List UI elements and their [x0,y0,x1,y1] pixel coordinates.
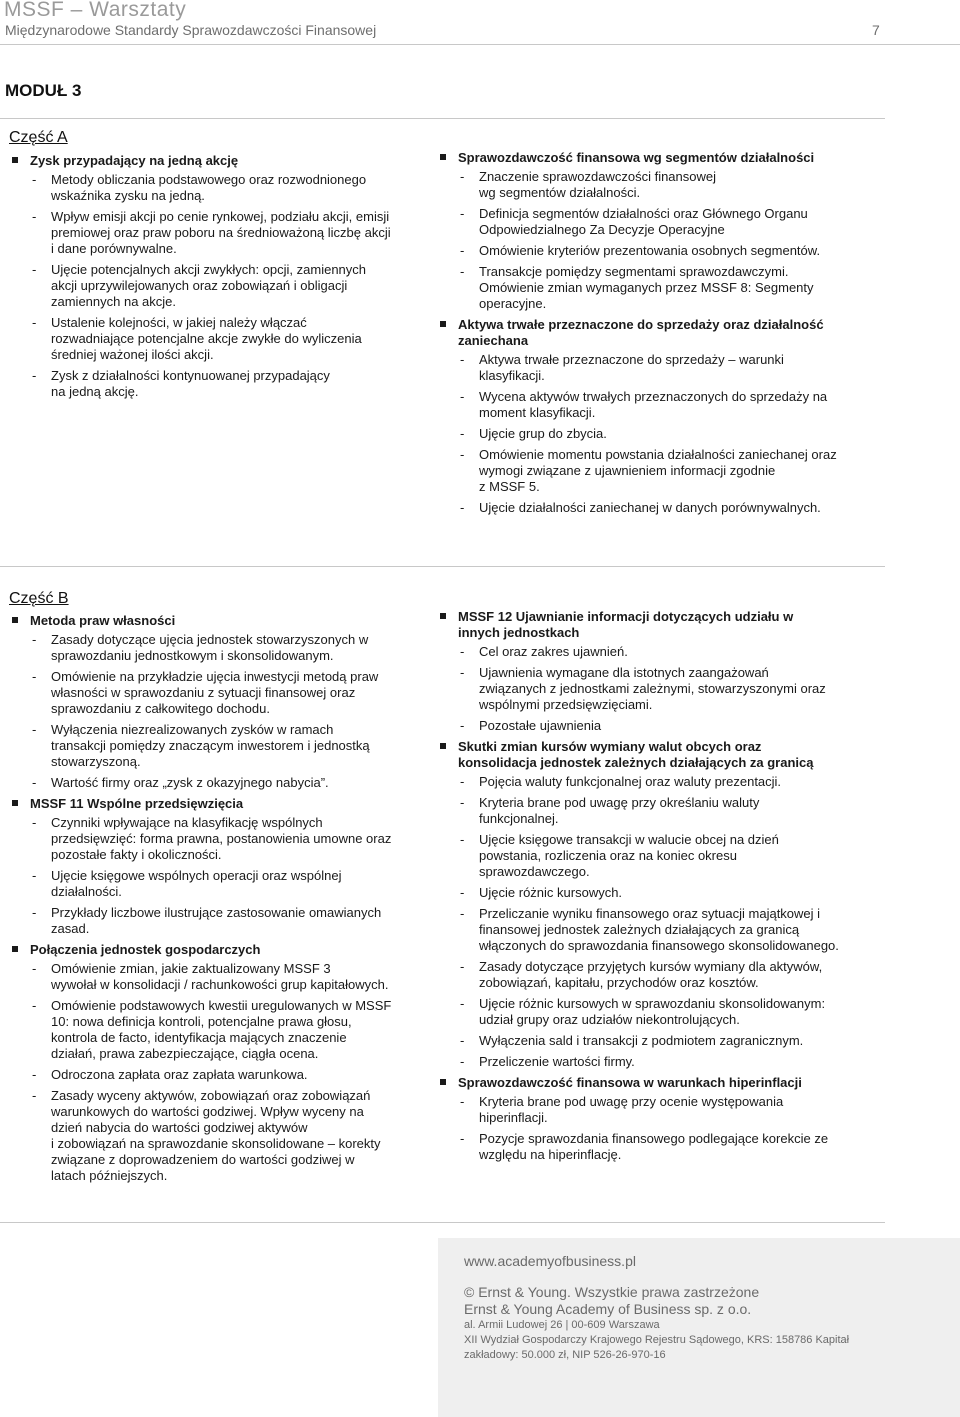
footer-registry: XII Wydział Gospodarczy Krajowego Rejestru Sądowego, KRS: 158786 Kapitał [464,1334,850,1346]
section-item-list [10,632,430,791]
list-item [438,832,888,880]
list-item-text: Zasady wyceny aktywów, zobowiązań oraz zobowiązań warunkowych do wartości godziwej. Wpływ wyceny na dzień nabycia do wartości godziwej aktywów i zobowiązań na sprawozdanie skonsolidowane – korekty związane z doprowadzeniem do wartości godziwej w latach późniejszych. [51,1088,381,1183]
dash-bullet-icon: - [460,352,465,367]
dash-bullet-icon: - [32,1088,37,1103]
list-item [10,998,430,1062]
list-item-text: Ujęcie różnic kursowych. [479,885,623,900]
list-item-text: Znaczenie sprawozdawczości finansowej wg segmentów działalności. [479,169,717,200]
list-item [438,389,890,421]
list-item [438,795,888,827]
list-item [438,169,890,201]
square-bullet-icon [440,743,446,749]
list-item-text: Ujęcie grup do zbycia. [479,426,607,441]
part-b-left-section [10,942,430,958]
footer-address: al. Armii Ludowej 26 | 00-609 Warszawa [464,1319,660,1331]
part-a-right-section [438,317,890,349]
list-item-text: Omówienie kryteriów prezentowania osobnych segmentów. [479,243,821,258]
dash-bullet-icon: - [460,1094,465,1109]
list-item [10,815,430,863]
list-item [438,264,890,312]
part-b-right-section [438,739,888,771]
list-item-text: Ujęcie działalności zaniechanej w danych porównywalnych. [479,500,821,515]
list-item [10,1067,430,1083]
section-item-list [10,815,430,937]
section-title: Sprawozdawczość finansowa wg segmentów działalności [458,150,815,165]
list-item-text: Odroczona zapłata oraz zapłata warunkowa. [51,1067,308,1082]
list-item [438,426,890,442]
section-item-list [438,169,890,312]
footer [464,1252,944,1363]
footer-url[interactable]: www.academyofbusiness.pl [464,1253,636,1269]
dash-bullet-icon: - [32,262,37,277]
dash-bullet-icon: - [32,172,37,187]
section-item-list [438,352,890,516]
list-item-text: Zasady dotyczące ujęcia jednostek stowarzyszonych w sprawozdaniu jednostkowym i skonsolidowanym. [51,632,369,663]
list-item-text: Aktywa trwałe przeznaczone do sprzedaży – warunki klasyfikacji. [479,352,784,383]
part-b-left-section [10,796,430,812]
dash-bullet-icon: - [460,169,465,184]
list-item-text: Czynniki wpływające na klasyfikację wspólnych przedsięwzięć: forma prawna, postanowienia umowne oraz pozostałe fakty i okoliczności. [51,815,392,862]
list-item-text: Przykłady liczbowe ilustrujące zastosowanie omawianych zasad. [51,905,382,936]
dash-bullet-icon: - [460,447,465,462]
dash-bullet-icon: - [460,206,465,221]
part-b-left-column [10,613,430,1189]
section-item-list [10,961,430,1184]
list-item-text: Ustalenie kolejności, w jakiej należy włączać rozwadniające potencjalne akcje zwykłe do wyliczenia średniej ważonej ilości akcji. [51,315,362,362]
dash-bullet-icon: - [32,1067,37,1082]
list-item [10,868,430,900]
dash-bullet-icon: - [32,632,37,647]
list-item [10,669,430,717]
list-item-text: Ujęcie księgowe wspólnych operacji oraz wspólnej działalności. [51,868,342,899]
page-number: 7 [872,22,880,38]
list-item [438,665,888,713]
part-b-right-column [438,609,888,1168]
list-item [438,959,888,991]
section-title: MSSF 12 Ujawnianie informacji dotyczących udziału w innych jednostkach [458,609,794,640]
square-bullet-icon [440,154,446,160]
list-item-text: Wyłączenia sald i transakcji z podmiotem zagranicznym. [479,1033,804,1048]
dash-bullet-icon: - [460,774,465,789]
dash-bullet-icon: - [32,775,37,790]
section-title: Skutki zmian kursów wymiany walut obcych oraz konsolidacja jednostek zależnych działających za granicą [458,739,814,770]
footer-copyright: © Ernst & Young. Wszystkie prawa zastrzeżone [464,1284,760,1300]
section-title: Metoda praw własności [30,613,176,628]
header-title: MSSF – Warsztaty [4,0,187,21]
list-item-text: Zasady dotyczące przyjętych kursów wymiany dla aktywów, zobowiązań, kapitału, przychodów oraz kosztów. [479,959,823,990]
dash-bullet-icon: - [32,998,37,1013]
header-divider [0,44,960,45]
footer-company: Ernst & Young Academy of Business sp. z o.o. [464,1301,752,1317]
list-item-text: Wartość firmy oraz „zysk z okazyjnego nabycia”. [51,775,329,790]
section-title: Zysk przypadający na jedną akcję [30,153,239,168]
list-item-text: Zysk z działalności kontynuowanej przypadający na jedną akcję. [51,368,330,399]
part-a-left-column [10,153,420,405]
list-item [438,774,888,790]
dash-bullet-icon: - [32,905,37,920]
dash-bullet-icon: - [460,1054,465,1069]
section-item-list [10,172,420,400]
list-item [438,885,888,901]
list-item-text: Omówienie podstawowych kwestii uregulowanych w MSSF 10: nowa definicja kontroli, potencjalne prawa głosu, kontrola de facto, identyfikacja mających znaczenie działań, prawa zabezpieczające, ciągła ocena. [51,998,392,1061]
dash-bullet-icon: - [460,1131,465,1146]
dash-bullet-icon: - [460,906,465,921]
list-item-text: Definicja segmentów działalności oraz Głównego Organu Odpowiedzialnego Za Decyzje Operacyjne [479,206,808,237]
list-item-text: Pozostałe ujawnienia [479,718,602,733]
dash-bullet-icon: - [32,368,37,383]
list-item-text: Pozycje sprawozdania finansowego podlegające korekcie ze względu na hiperinflację. [479,1131,829,1162]
list-item-text: Przeliczenie wartości firmy. [479,1054,635,1069]
list-item-text: Omówienie zmian, jakie zaktualizowany MSSF 3 wywołał w konsolidacji / rachunkowości grup kapitałowych. [51,961,389,992]
list-item [10,905,430,937]
list-item [10,315,420,363]
list-item-text: Wyłączenia niezrealizowanych zysków w ramach transakcji pomiędzy znaczącym inwestorem i jednostką stowarzyszoną. [51,722,370,769]
dash-bullet-icon: - [460,1033,465,1048]
dash-bullet-icon: - [460,264,465,279]
dash-bullet-icon: - [32,961,37,976]
dash-bullet-icon: - [460,795,465,810]
dash-bullet-icon: - [32,669,37,684]
list-item [10,1088,430,1184]
square-bullet-icon [12,617,18,623]
list-item [438,447,890,495]
list-item-text: Transakcje pomiędzy segmentami sprawozdawczymi. Omówienie zmian wymaganych przez MSSF 8: Segmenty operacyjne. [479,264,814,311]
list-item [10,722,430,770]
dash-bullet-icon: - [460,665,465,680]
dash-bullet-icon: - [460,426,465,441]
list-item-text: Kryteria brane pod uwagę przy ocenie występowania hiperinflacji. [479,1094,784,1125]
dash-bullet-icon: - [32,209,37,224]
list-item-text: Pojęcia waluty funkcjonalnej oraz waluty prezentacji. [479,774,782,789]
dash-bullet-icon: - [32,868,37,883]
list-item-text: Ujawnienia wymagane dla istotnych zaangażowań związanych z jednostkami zależnymi, stowarzyszonymi oraz wspólnymi przedsięwzięciami. [479,665,826,712]
section-item-list [438,774,888,1070]
list-item-text: Omówienie na przykładzie ujęcia inwestycji metodą praw własności w sprawozdaniu z sytuacji finansowej oraz sprawozdaniu z całkowitego dochodu. [51,669,379,716]
list-item-text: Cel oraz zakres ujawnień. [479,644,628,659]
square-bullet-icon [12,800,18,806]
square-bullet-icon [440,613,446,619]
section-title: Połączenia jednostek gospodarczych [30,942,261,957]
list-item [438,243,890,259]
section-title: Sprawozdawczość finansowa w warunkach hiperinflacji [458,1075,802,1090]
list-item [10,632,430,664]
part-a-right-section [438,150,890,166]
list-item [438,206,890,238]
section-item-list [438,1094,888,1163]
part-b-divider [0,566,885,567]
list-item [10,262,420,310]
list-item-text: Ujęcie potencjalnych akcji zwykłych: opcji, zamiennych akcji uprzywilejowanych oraz zobowiązań i obligacji zamiennych na akcje. [51,262,367,309]
dash-bullet-icon: - [32,315,37,330]
part-a-right-column [438,150,890,521]
dash-bullet-icon: - [32,722,37,737]
list-item [438,500,890,516]
list-item-text: Ujęcie różnic kursowych w sprawozdaniu skonsolidowanym: udział grupy oraz udziałów niekontrolujących. [479,996,826,1027]
section-title: MSSF 11 Wspólne przedsięwzięcia [30,796,244,811]
square-bullet-icon [440,1079,446,1085]
part-a-divider [0,118,885,119]
dash-bullet-icon: - [460,718,465,733]
part-b-title: Część B [9,590,69,607]
dash-bullet-icon: - [460,885,465,900]
square-bullet-icon [440,321,446,327]
list-item [10,961,430,993]
module-title: MODUŁ 3 [5,81,82,100]
list-item [438,1054,888,1070]
dash-bullet-icon: - [460,389,465,404]
list-item-text: Kryteria brane pod uwagę przy określaniu waluty funkcjonalnej. [479,795,760,826]
dash-bullet-icon: - [460,996,465,1011]
list-item [438,996,888,1028]
part-b-left-section [10,613,430,629]
list-item-text: Wycena aktywów trwałych przeznaczonych do sprzedaży na moment klasyfikacji. [479,389,828,420]
list-item [438,1131,888,1163]
square-bullet-icon [12,946,18,952]
dash-bullet-icon: - [460,832,465,847]
part-a-left-section [10,153,420,169]
list-item [10,368,420,400]
list-item-text: Ujęcie księgowe transakcji w walucie obcej na dzień powstania, rozliczenia oraz na koniec okresu sprawozdawczego. [479,832,779,879]
square-bullet-icon [12,157,18,163]
list-item [438,906,888,954]
list-item [438,352,890,384]
dash-bullet-icon: - [460,243,465,258]
list-item [10,775,430,791]
section-item-list [438,644,888,734]
footer-divider [0,1222,885,1223]
list-item [10,172,420,204]
list-item [438,718,888,734]
dash-bullet-icon: - [460,959,465,974]
dash-bullet-icon: - [460,644,465,659]
list-item-text: Metody obliczania podstawowego oraz rozwodnionego wskaźnika zysku na jedną. [51,172,367,203]
dash-bullet-icon: - [32,815,37,830]
list-item [438,1033,888,1049]
part-a-title: Część A [9,129,68,146]
part-b-right-section [438,1075,888,1091]
list-item [438,1094,888,1126]
list-item [438,644,888,660]
list-item-text: Omówienie momentu powstania działalności zaniechanej oraz wymogi związane z ujawnieniem informacji zgodnie z MSSF 5. [479,447,837,494]
list-item [10,209,420,257]
list-item-text: Wpływ emisji akcji po cenie rynkowej, podziału akcji, emisji premiowej oraz praw poboru na średnioważoną liczbę akcji i dane porównywalne. [51,209,391,256]
header-subtitle: Międzynarodowe Standardy Sprawozdawczości Finansowej [5,22,377,38]
section-title: Aktywa trwałe przeznaczone do sprzedaży oraz działalność zaniechana [458,317,824,348]
footer-capital: zakładowy: 50.000 zł, NIP 526-26-970-16 [464,1349,666,1361]
dash-bullet-icon: - [460,500,465,515]
part-b-right-section [438,609,888,641]
list-item-text: Przeliczanie wyniku finansowego oraz sytuacji majątkowej i finansowej jednostek zależnych działających za granicą włączonych do sprawozdania finansowego skonsolidowanego. [479,906,839,953]
